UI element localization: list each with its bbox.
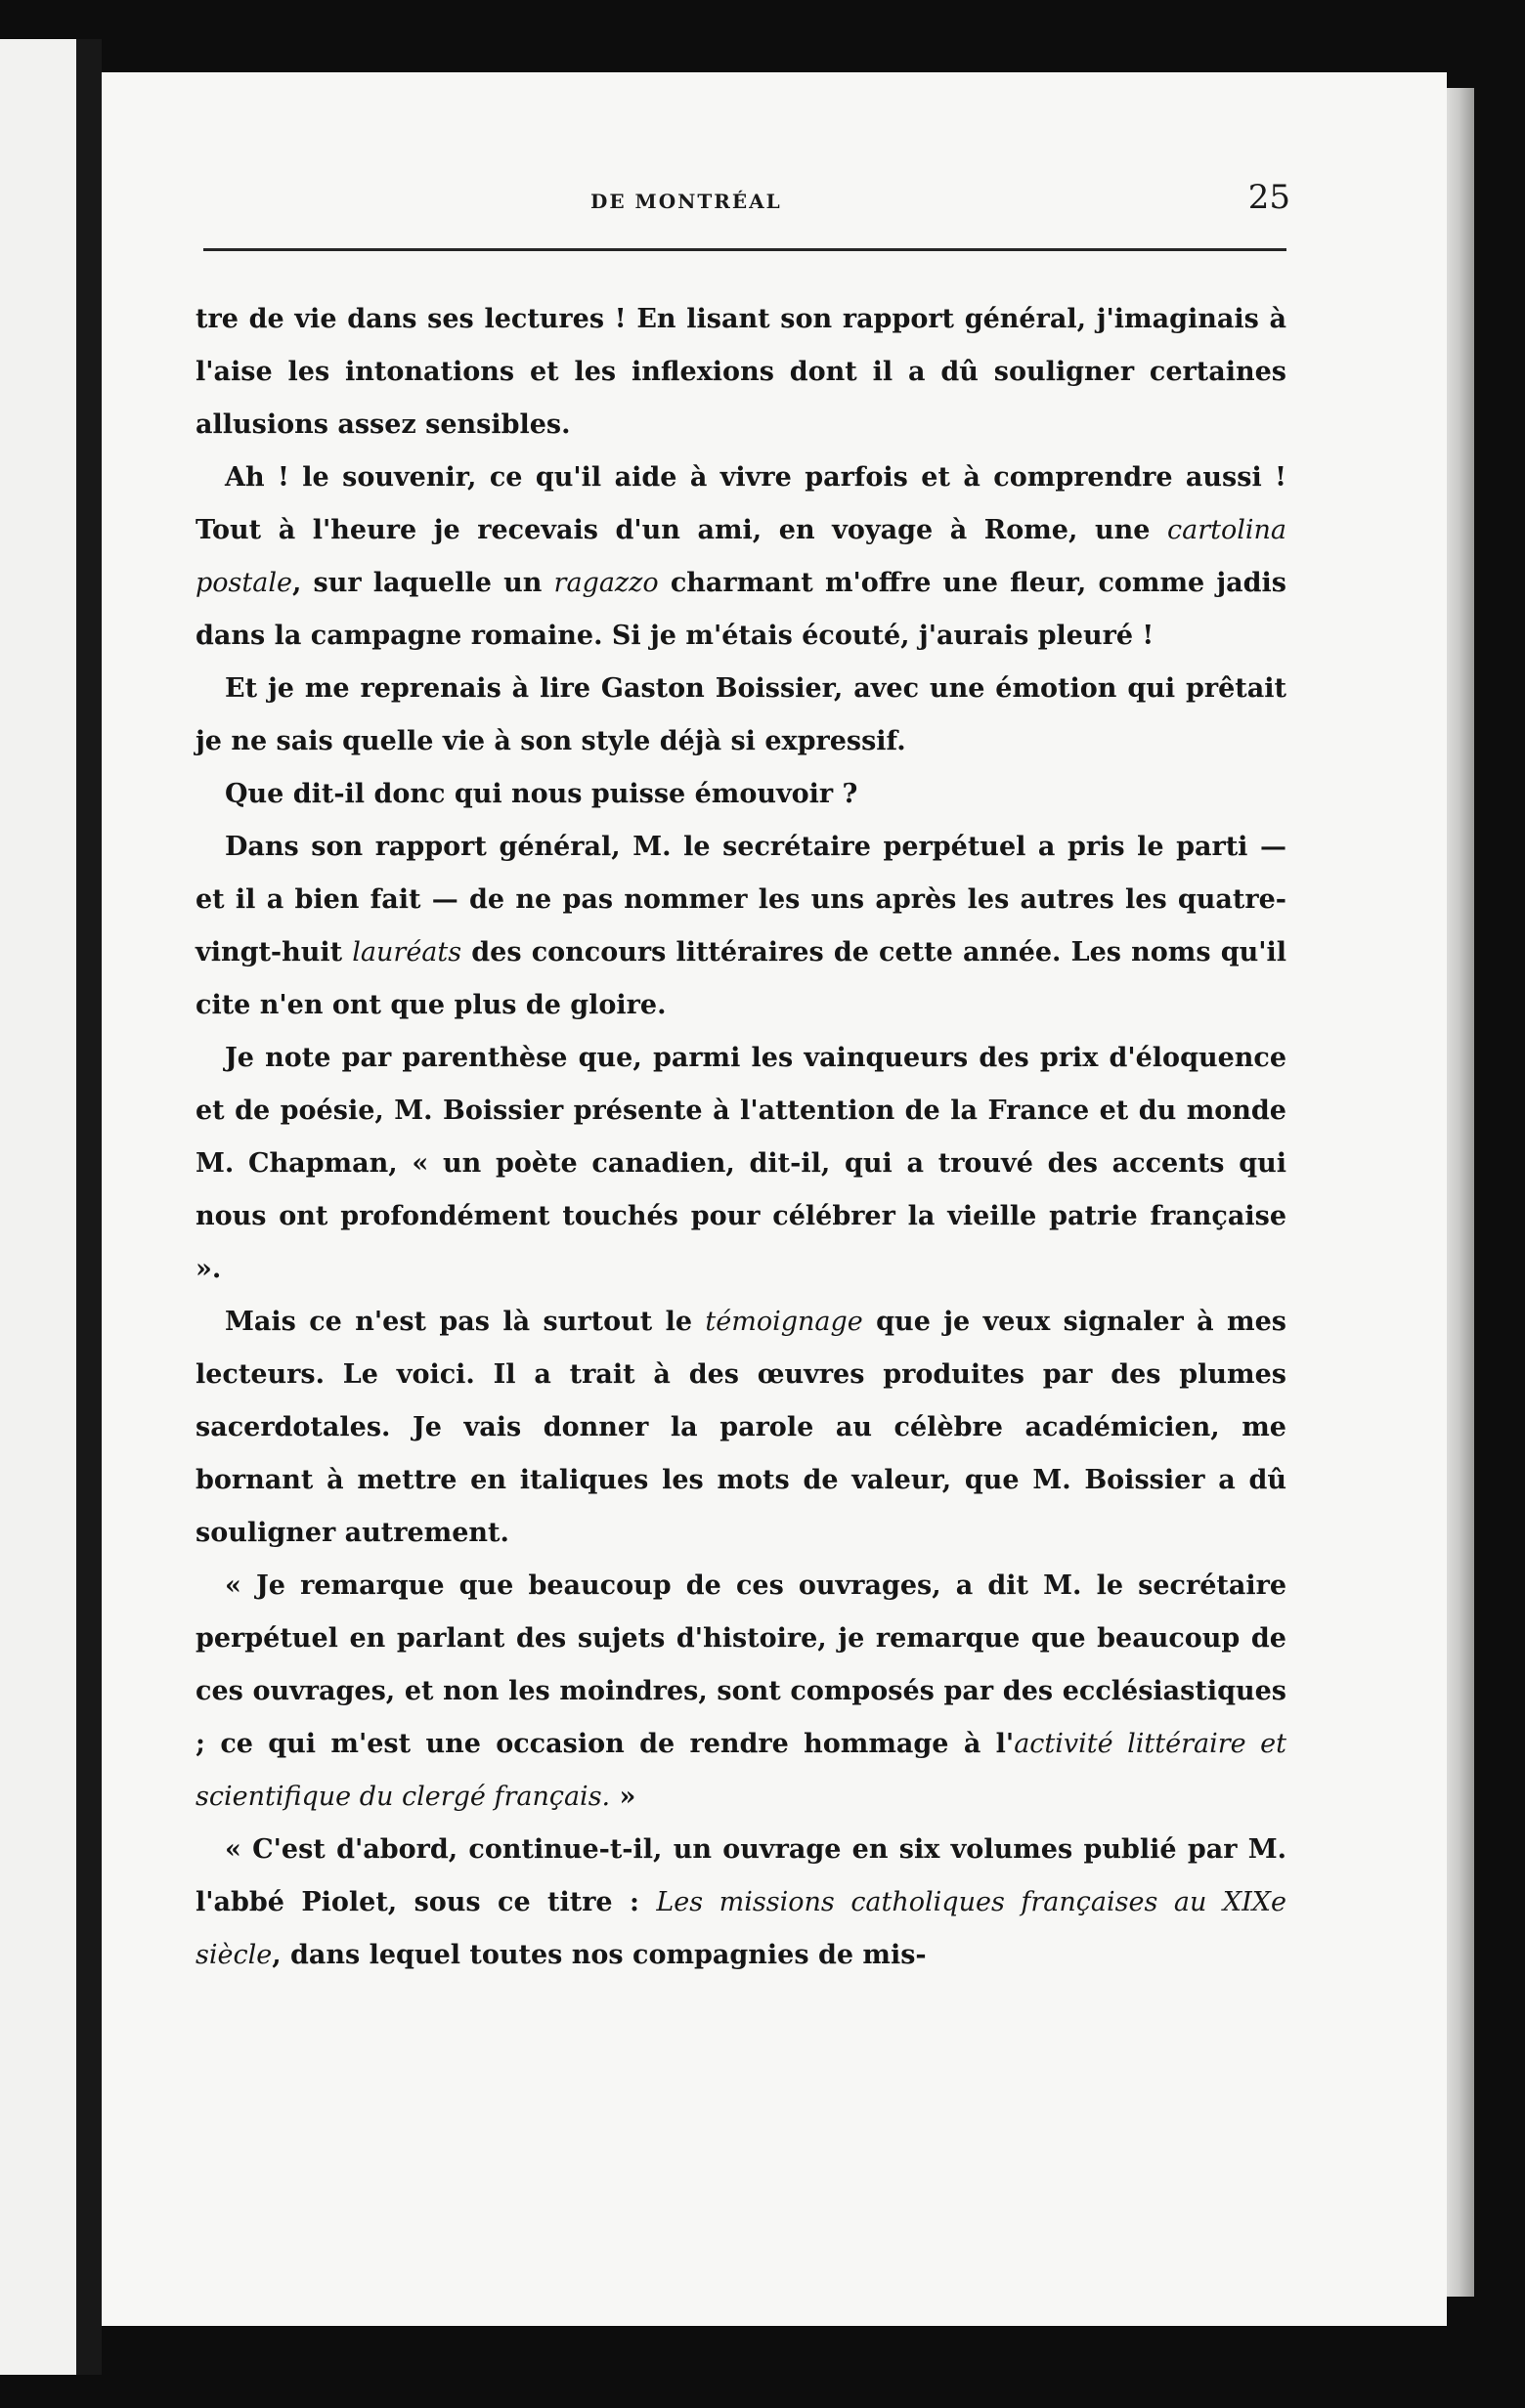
text-run: Je note par parenthèse que, parmi les vainqueurs des prix d'éloquence et de poésie, M. Boissier présente à l'attention de la France et du monde M. Chapman, « un poète canadien, dit-il, qui a trouvé des accents qui nous ont profondément touchés pour célébrer la vieille patrie française ». [196,1043,1286,1284]
paragraph [196,1560,1286,1824]
header-rule [203,248,1286,251]
text-run: « Je remarque que beaucoup de ces ouvrages, a dit M. le secrétaire perpétuel en parlant des sujets d'histoire, je remarque que beaucoup de ces ouvrages, et non les moindres, sont composés par des ecclésiastiques ; ce qui m'est une occasion de rendre hommage à l' [196,1570,1286,1759]
paragraph [196,768,1286,821]
text-run: , sur laquelle un [291,568,554,598]
text-run: « C'est d'abord, continue-t-il, un ouvrage en six volumes publié par M. l'abbé Piolet, sous ce titre : [196,1834,1286,1917]
italic-text: témoignage [705,1307,863,1337]
italic-text: ragazzo [553,568,659,598]
facing-page-edge [0,39,76,2375]
italic-text: cartolina postale [196,515,1286,598]
paragraph [196,452,1286,663]
text-run: Dans son rapport général, M. le secrétaire perpétuel a pris le parti — et il a bien fait — de ne pas nommer les uns après les autres les quatre-vingt-huit [196,832,1286,968]
italic-text: Les missions catholiques françaises au XIXe siècle [196,1887,1286,1970]
text-run: Et je me reprenais à lire Gaston Boissier, avec une émotion qui prêtait je ne sais quelle vie à son style déjà si expressif. [196,673,1286,756]
running-title: DE MONTRÉAL [590,190,782,213]
text-run: Mais ce n'est pas là surtout le [225,1307,706,1337]
text-run: que je veux signaler à mes lecteurs. Le voici. Il a trait à des œuvres produites par des plumes sacerdotales. Je vais donner la parole au célèbre académicien, me bornant à mettre en italiques les mots de valeur, que M. Boissier a dû souligner autrement. [196,1307,1286,1548]
paragraph [196,821,1286,1032]
paragraph [196,1032,1286,1296]
text-run: des concours littéraires de cette année. Les noms qu'il cite n'en ont que plus de gloire. [196,937,1286,1020]
italic-text: activité littéraire et scientifique du clergé français. [196,1729,1286,1812]
page-stack-edge [1447,88,1474,2297]
text-run: charmant m'offre une fleur, comme jadis dans la campagne romaine. Si je m'étais écouté, j'aurais pleuré ! [196,568,1286,651]
italic-text: lauréats [352,937,462,968]
paragraph [196,663,1286,768]
paragraph [196,1824,1286,1982]
book-gutter [76,39,102,2375]
paragraph [196,293,1286,452]
running-head [102,178,1290,235]
body-text [196,293,1286,1982]
text-run: tre de vie dans ses lectures ! En lisant son rapport général, j'imaginais à l'aise les intonations et les inflexions dont il a dû souligner certaines allusions assez sensibles. [196,304,1286,440]
text-run: , dans lequel toutes nos compagnies de mis- [272,1940,927,1970]
page-number: 25 [1247,178,1290,217]
text-run: » [610,1782,636,1812]
text-run: Ah ! le souvenir, ce qu'il aide à vivre parfois et à comprendre aussi ! Tout à l'heure je recevais d'un ami, en voyage à Rome, une [196,462,1286,545]
text-run: Que dit-il donc qui nous puisse émouvoir ? [225,779,858,809]
paragraph [196,1296,1286,1560]
